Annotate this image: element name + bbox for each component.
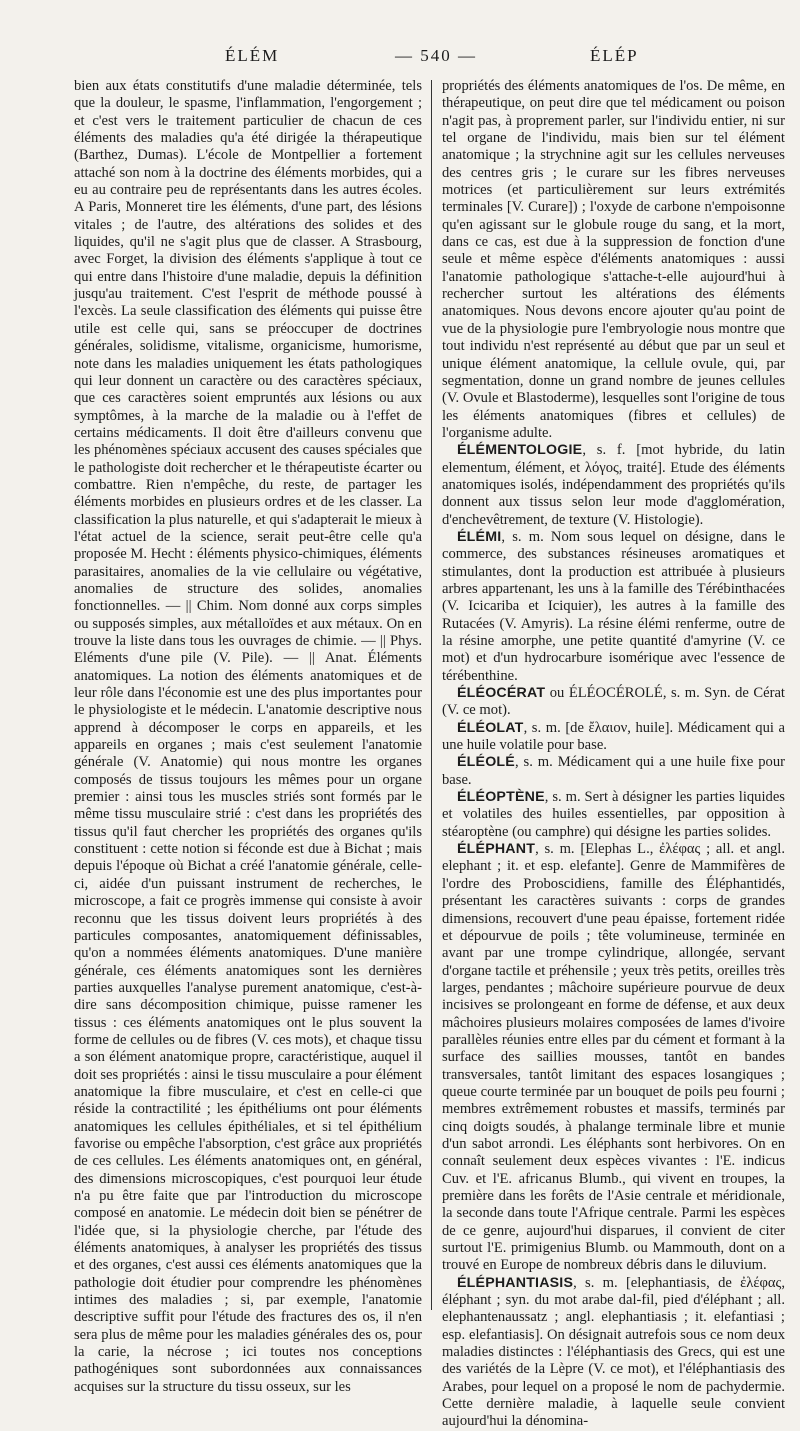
headword: ÉLÉMI xyxy=(457,528,502,545)
running-head-right: ÉLÉP xyxy=(590,46,639,65)
entry-text: , s. f. [mot hybride, du latin elementum, élément, et λόγος, traité]. Etude des éléments anatomiques isolés, indépendamment des propriétés qu'ils donnent aux tissus selon leur mode d'agglomération, d'enchevêtrement, de texture (V. Histologie). xyxy=(442,442,785,528)
headword: ÉLÉOLAT xyxy=(457,719,524,736)
entry-elephantiasis xyxy=(442,1275,785,1431)
entry-elephant xyxy=(442,841,785,1275)
entry-eleocerat xyxy=(442,685,785,720)
headword: ÉLÉMENTOLOGIE xyxy=(457,442,583,459)
paragraph: bien aux états constitutifs d'une maladie déterminée, tels que la douleur, le spasme, l'inflammation, l'engorgement ; et c'est vers le traitement particulier de chacun de ces éléments des maladies qu'a été dirigée la thérapeutique (Barthez, Dumas). L'école de Montpellier a fortement attaché son nom à la doctrine des éléments morbides, qui a eu au contraire peu de représentants dans les autres écoles. A Paris, Monneret tire les éléments, d'une part, des lésions vitales ; de l'autre, des altérations des solides et des liquides, qu'il ne s'agit plus que de classer. A Strasbourg, avec Forget, la division des éléments s'applique à tout ce qui entre dans l'histoire d'une maladie, depuis la définition jusqu'au traitement. C'est l'esprit de méthode poussé à l'excès. La seule classification des éléments qui puisse être utile est celle qui, sans se préoccuper de doctrines générales, solidisme, vitalisme, organicisme, humorisme, note dans les maladies uniquement les états pathologiques qui leur donnent un caractère ou des caractères spéciaux, que ces caractères soient empruntés aux lésions ou aux symptômes, à la marche de la maladie ou à l'effet de certains médicaments. Il doit être d'ailleurs convenu que les phénomènes spéciaux accusent des causes spéciales que le pathologiste doit rechercher et le thérapeutiste écarter ou combattre. Rien n'empêche, du reste, de partager les éléments morbides en plusieurs ordres et de les classer. La classification la plus naturelle, et qui s'adapterait le mieux à l'état actuel de la science, serait peut-être celle qu'a proposée M. Hecht : éléments physico-chimiques, éléments parasitaires, anomalies de la vie cellulaire ou végétative, anomalies de structure des solides, anomalies fonctionnelles. — || Chim. Nom donné aux corps simples ou supposés simples, aux métalloïdes et aux métaux. On en trouve la liste dans tous les ouvrages de chimie. — || Phys. Eléments d'une pile (V. Pile). — || Anat. Éléments anatomiques. La notion des éléments anatomiques et de leur rôle dans l'économie est une des plus importantes pour le physiologiste et le médecin. L'anatomie descriptive nous apprend à décomposer le corps en appareils, et les appareils en organes ; mais c'est seulement l'anatomie générale (V. Anatomie) qui nous montre les organes composés de tissus toujours les mêmes pour un organe premier : ainsi tous les muscles striés sont formés par le même tissu musculaire strié : c'est dans les propriétés des tissus qu'il faut chercher les propriétés des organes qu'ils constituent : cette notion si féconde est due à Bichat ; mais depuis l'époque où Bichat a créé l'anatomie générale, celle-ci, aidée d'un puissant instrument de recherches, le microscope, a fait ce progrès immense qui consiste à avoir reconnu que les tissus doivent leurs propriétés à des particules composantes, anatomiquement définissables, qu'on a nommées éléments anatomiques. D'une manière générale, ces éléments anatomiques sont les dernières parties auxquelles l'analyse purement anatomique, c'est-à-dire sans décomposition chimique, puisse ramener les tissus : ces éléments anatomiques ont le plus souvent la forme de cellules ou de fibres (V. ces mots), et chaque tissu a son élément anatomique propre, caractéristique, auquel il doit ses propriétés : ainsi le tissu musculaire a pour élément anatomique la fibre musculaire, et c'est en celle-ci que réside la contractilité ; les épithéliums ont pour éléments anatomiques les cellules épithéliales, et si tel épithélium favorise ou empêche l'absorption, c'est grâce aux propriétés de ces cellules. Les éléments anatomiques ont, en général, des dimensions microscopiques, c'est pourquoi leur étude n'a pu être faite que par l'introduction du microscope composé en anatomie. Le médecin doit bien se pénétrer de l'idée que, si la physiologie cherche, par l'étude des éléments anatomiques, à analyser les propriétés des tissus et des organes, c'est aussi ces éléments anatomiques que la pathologie doit étudier pour comprendre les phénomènes intimes des maladies ; si, par exemple, l'anatomie descriptive suffit pour l'étude des fractures des os, il n'en sera plus de même pour les maladies générales des os, pour la carie, la nécrose ; ici toutes nos conceptions pathogéniques sont subordonnées aux connaissances acquises sur la structure du tissu osseux, sur les xyxy=(74,78,422,1395)
headword: ÉLÉOPTÈNE xyxy=(457,789,545,806)
entry-text: , s. m. [de ἔλαιον, huile]. Médicament qui a une huile volatile pour base. xyxy=(442,719,785,754)
headword: ÉLÉPHANT xyxy=(457,841,536,858)
entry-eleolat xyxy=(442,720,785,755)
entry-text: , s. m. Nom sous lequel on désigne, dans le commerce, des substances résineuses aromatiques et stimulantes, dont la production est attribuée à plusieurs arbres appartenant, les uns à la famille des Térébinthacées (V. Icicariba et Iciquier), les autres à la famille des Rutacées (V. Amyris). La résine élémi renferme, outre de la résine amorphe, une petite quantité d'amyrine (V. ce mot) et d'un hydrocarbure isomérique avec l'essence de térébenthine. xyxy=(442,528,785,684)
headword: ÉLÉOCÉRAT xyxy=(457,685,546,702)
entry-text: , s. m. [Elephas L., ἐλέφας ; all. et angl. elephant ; it. et esp. elefante]. Genre de Mammifères de l'ordre des Proboscidiens, famille des Éléphantidés, présentant les caractères suivants : corps de grandes dimensions, recouvert d'une peau épaisse, fortement ridée et dépourvue de poils ; tête volumineuse, terminée en avant par une trompe cylindrique, allongée, servant d'organe tactile et préhensile ; yeux très petits, oreilles très larges, pendantes ; mâchoire supérieure pourvue de deux incisives se prolongeant en forme de défense, et aux deux mâchoires plusieurs molaires composées de lames d'ivoire parallèles réunies entre elles par du cément et formant à la surface des saillies mousses, tantôt en bandes transversales, tantôt limitant des espaces losangiques ; queue courte terminée par un bouquet de poils peu fourni ; membres extrêmement robustes et massifs, terminés par cinq doigts soudés, à phalange terminale libre et munie d'un sabot arrondi. Les éléphants sont herbivores. On en connaît seulement deux espèces vivantes : l'E. indicus Cuv. et l'E. africanus Blumb., qui vivent en troupes, la première dans les forêts de l'Asie centrale et méridionale, la seconde dans toute l'Afrique centrale. Parmi les espèces de ce genre, aujourd'hui disparues, il convient de citer surtout l'E. primigenius Blumb. ou Mammouth, dont on a trouvé en Europe de nombreux débris dans le diluvium. xyxy=(442,841,785,1274)
entry-text: , s. m. [elephantiasis, de ἐλέφας, éléphant ; syn. du mot arabe dal-fil, pied d'éléphant ; all. elephantenaussatz ; angl. elephantiasis ; it. elefantiasi ; esp. elefantiasis]. On désignait autrefois sous ce nom deux maladies distinctes : l'éléphantiasis des Grecs, qui est une des variétés de la Lèpre (V. ce mot), et l'éléphantiasis des Arabes, pour lequel on a proposé le nom de pachydermie. Cette dernière maladie, à laquelle seule convient aujourd'hui la dénomina- xyxy=(442,1274,785,1430)
entry-elementologie xyxy=(442,442,785,529)
entry-eleoptene xyxy=(442,789,785,841)
page-number: — 540 — xyxy=(395,46,477,65)
left-column xyxy=(74,78,422,1396)
entry-text: , s. m. Sert à désigner les parties liquides et volatiles des huiles essentielles, par opposition à stéaroptène (ou camphre) qui désigne les parties solides. xyxy=(442,789,785,840)
entry-text: , s. m. Médicament qui a une huile fixe pour base. xyxy=(442,754,785,788)
running-head xyxy=(60,46,786,70)
continuation-paragraph xyxy=(442,78,785,442)
entry-eleole xyxy=(442,754,785,789)
entry-elemi xyxy=(442,529,785,685)
running-head-left: ÉLÉM xyxy=(225,46,280,65)
entry-text: ou ÉLÉOCÉROLÉ, s. m. Syn. de Cérat (V. ce mot). xyxy=(442,685,785,719)
headword: ÉLÉOLÉ xyxy=(457,754,515,771)
column-rule xyxy=(431,80,432,1310)
headword: ÉLÉPHANTIASIS xyxy=(457,1274,574,1291)
right-column xyxy=(442,78,785,1431)
entry-text: propriétés des éléments anatomiques de l'os. De même, en thérapeutique, on peut dire que tel médicament ou poison n'agit pas, à proprement parler, sur l'individu entier, ni sur tel organe de l'individu, mais bien sur tel élément anatomique ; la strychnine agit sur les cellules nerveuses des centres gris ; le curare sur les fibres nerveuses motrices (et particulièrement sur leurs extrémités terminales [V. Curare]) ; l'oxyde de carbone n'empoisonne qu'en agissant sur le globule rouge du sang, et la mort, dans ce cas, est due à la suppression de fonction d'une seule et même espèce d'éléments anatomiques : aussi l'anatomie pathologique s'attache-t-elle aujourd'hui à rechercher surtout les altérations des éléments anatomiques. Nous devons encore ajouter qu'au point de vue de la physiologie pure l'embryologie nous montre que tout individu n'est représenté au début que par un seul et unique élément anatomique, la cellule ovule, qui, par segmentation, donne un grand nombre de jeunes cellules (V. Ovule et Blastoderme), lesquelles sont l'origine de tous les éléments anatomiques (fibres et cellules) de l'organisme adulte. xyxy=(442,78,785,441)
